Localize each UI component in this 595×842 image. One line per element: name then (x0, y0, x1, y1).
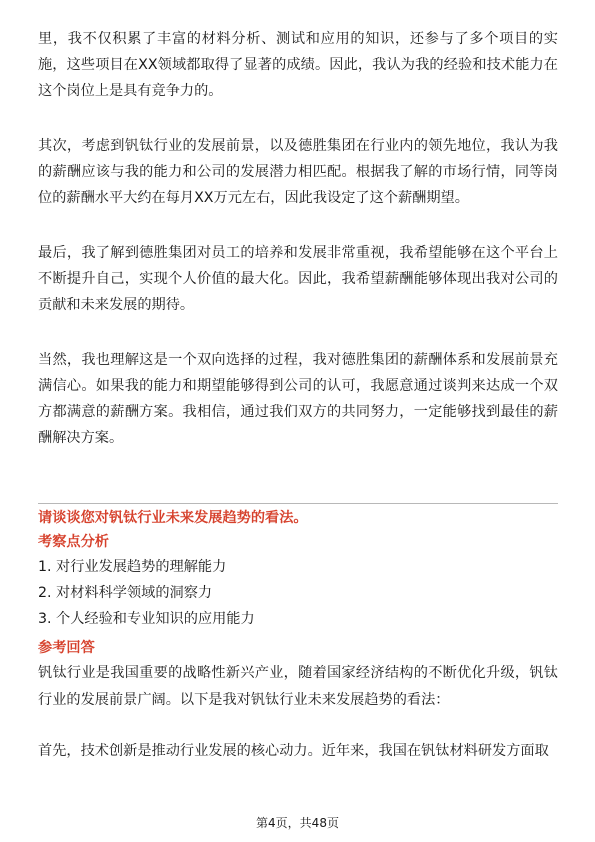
paragraph-3: 最后，我了解到德胜集团对员工的培养和发展非常重视，我希望能够在这个平台上不断提升自己，实现个人价值的最大化。因此，我希望薪酬能够体现出我对公司的贡献和未来发展的期待。 (38, 245, 558, 313)
answer-title: 参考回答 (38, 640, 95, 656)
document-body (38, 26, 558, 451)
section-divider (38, 503, 558, 504)
paragraph-2: 其次，考虑到钒钛行业的发展前景，以及德胜集团在行业内的领先地位，我认为我的薪酬应该与我的能力和公司的发展潜力相匹配。根据我了解的市场行情，同等岗位的薪酬水平大约在每月XX万元左右，因此我设定了这个薪酬期望。 (38, 138, 558, 206)
answer-paragraph-2: 首先，技术创新是推动行业发展的核心动力。近年来，我国在钒钛材料研发方面取 (38, 743, 549, 759)
answer-paragraph-1: 钒钛行业是我国重要的战略性新兴产业，随着国家经济结构的不断优化升级，钒钛行业的发展前景广阔。以下是我对钒钛行业未来发展趋势的看法： (38, 665, 558, 708)
analysis-point-3: 3. 个人经验和专业知识的应用能力 (38, 611, 255, 627)
page-number-footer: 第4页，共48页 (256, 816, 339, 830)
analysis-point-2: 2. 对材料科学领域的洞察力 (38, 585, 213, 601)
question-block (38, 506, 558, 765)
analysis-point-1: 1. 对行业发展趋势的理解能力 (38, 559, 227, 575)
paragraph-1: 里，我不仅积累了丰富的材料分析、测试和应用的知识，还参与了多个项目的实施，这些项目在XX领域都取得了显著的成绩。因此，我认为我的经验和技术能力在这个岗位上是具有竞争力的。 (38, 31, 558, 99)
analysis-title: 考察点分析 (38, 534, 109, 550)
question-heading: 请谈谈您对钒钛行业未来发展趋势的看法。 (38, 510, 308, 526)
paragraph-4: 当然，我也理解这是一个双向选择的过程，我对德胜集团的薪酬体系和发展前景充满信心。如果我的能力和期望能够得到公司的认可，我愿意通过谈判来达成一个双方都满意的薪酬方案。我相信，通过我们双方的共同努力，一定能够找到最佳的薪酬解决方案。 (38, 352, 558, 446)
